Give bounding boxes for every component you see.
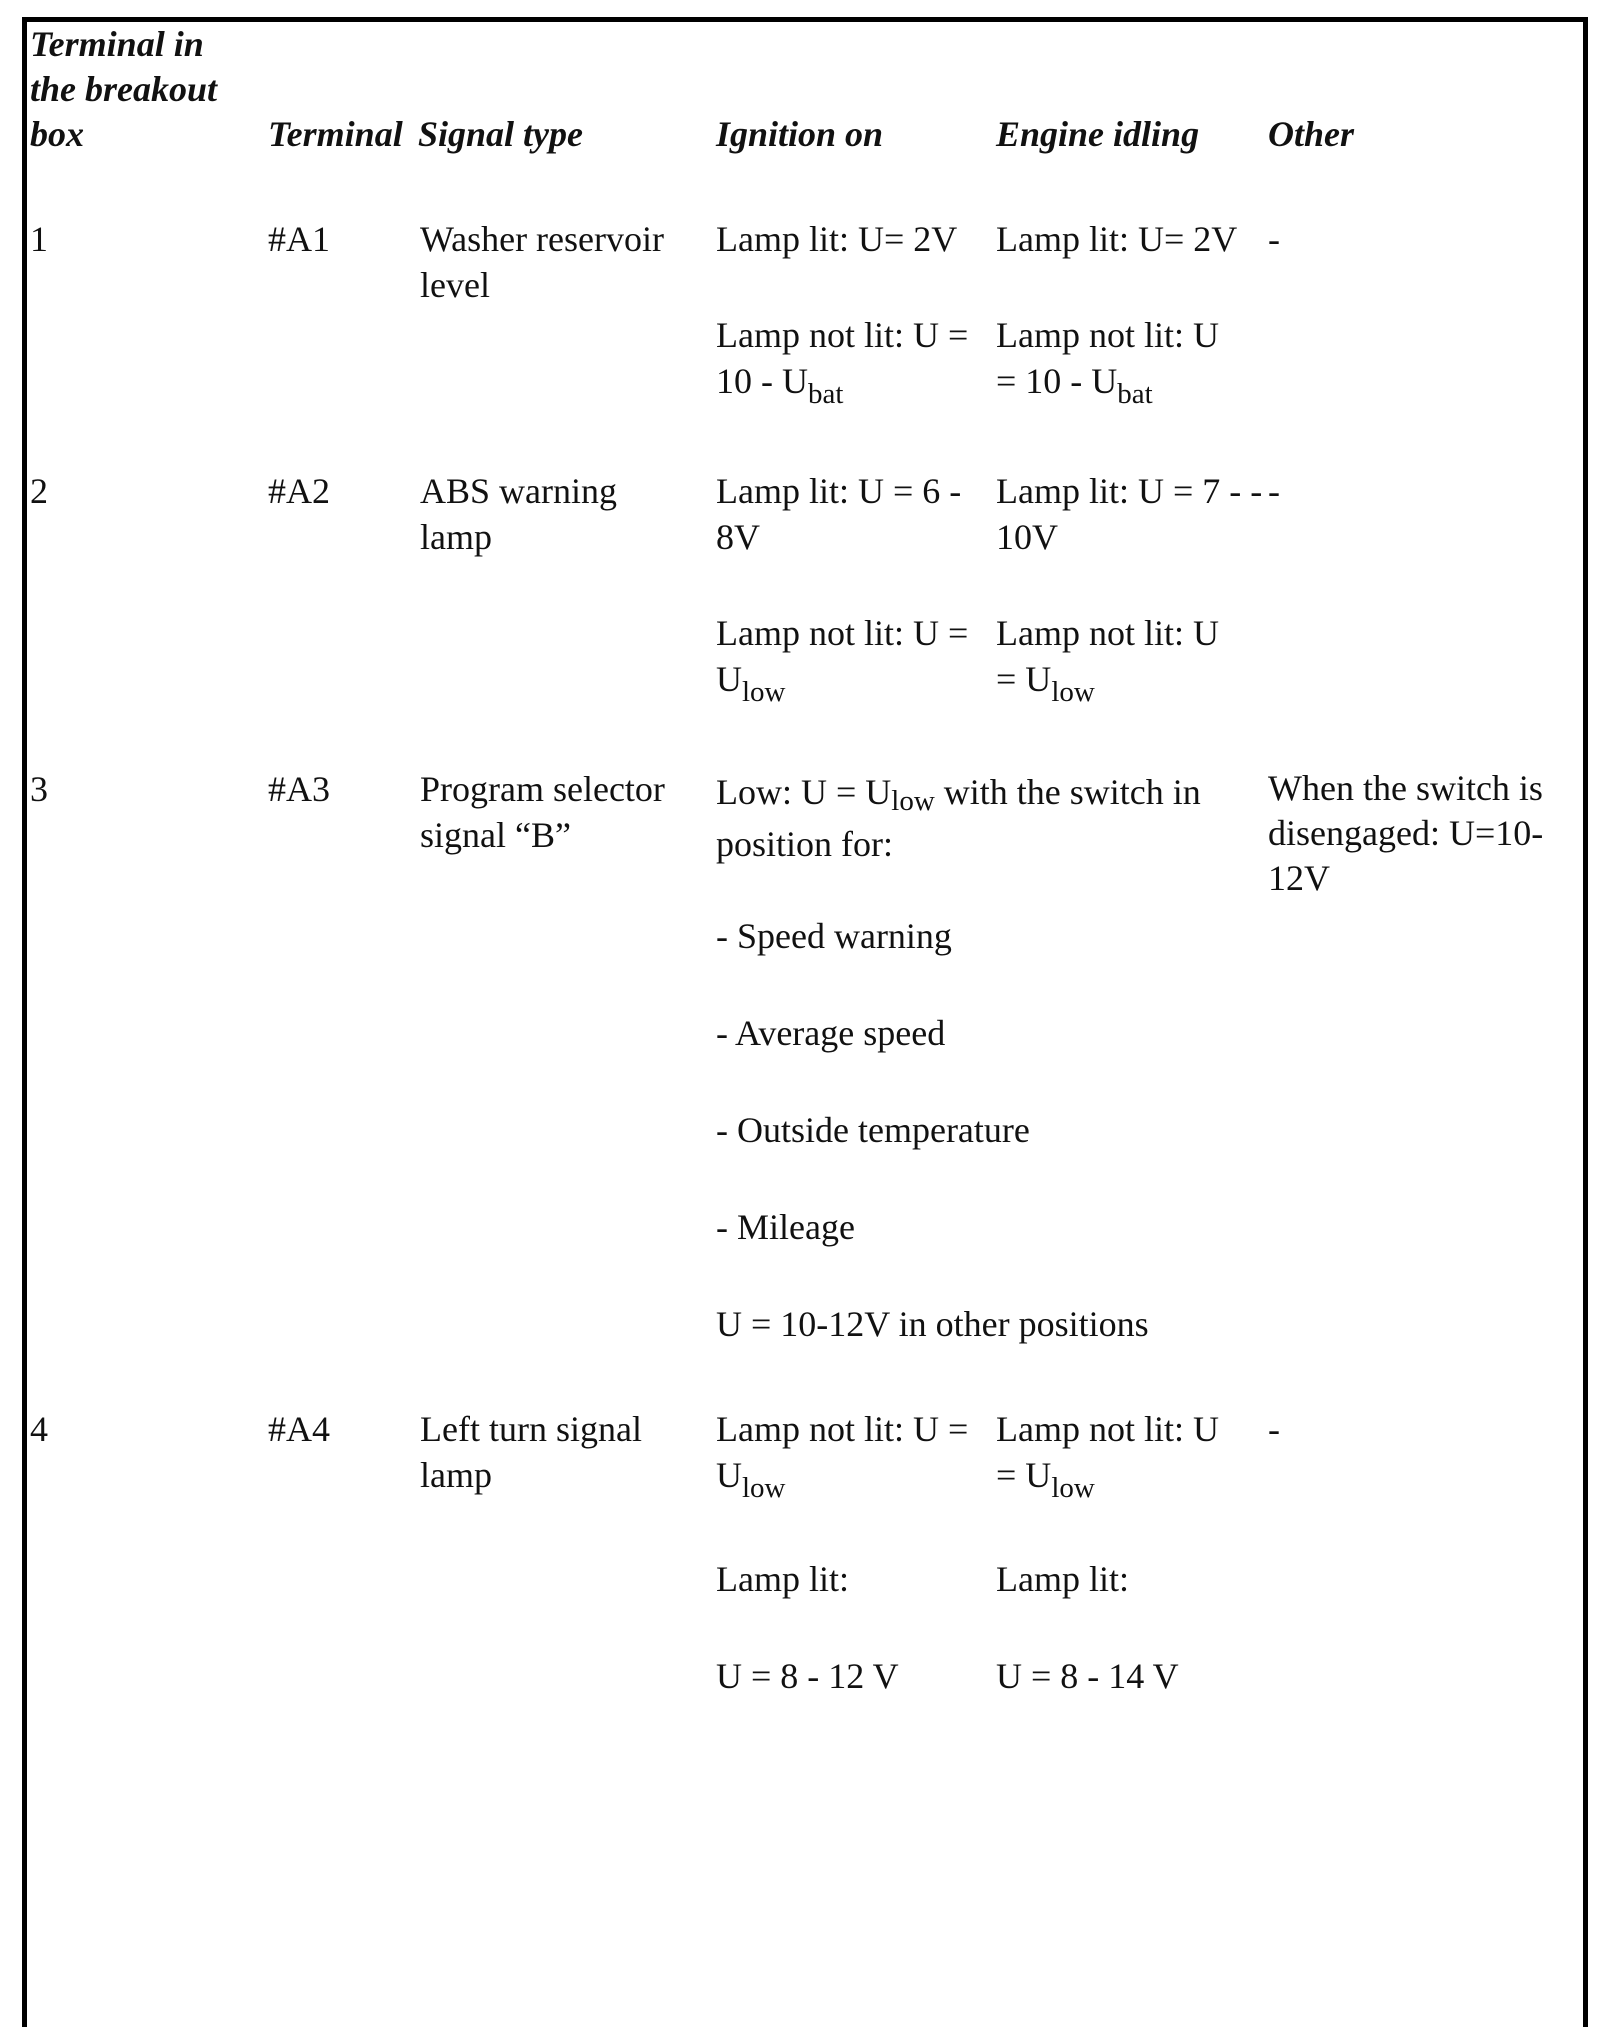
row4-ignition-notlit-line2 [716,1452,968,1504]
row1-box: 1 [30,219,48,259]
row4-other: - [1268,1409,1280,1449]
row3-item-average-speed: - Average speed [716,1013,946,1053]
row1-ignition-lit: Lamp lit: U= 2V [716,219,958,259]
row4-ignition-notlit-value: U [716,1455,742,1495]
row3-signal-line2: signal “B” [420,815,571,855]
row2-signal-line2: lamp [420,517,492,557]
row4-ignition-notlit-sub: low [742,1472,786,1504]
row4-terminal: #A4 [268,1409,330,1449]
row3-signal-line1: Program selector [420,769,665,809]
header-other: Other [1268,114,1355,154]
header-ignition-on: Ignition on [716,114,884,154]
row2-signal-type [420,468,617,560]
header-terminal: Terminal [268,114,403,154]
row3-terminal: #A3 [268,769,330,809]
row4-idling-notlit [996,1406,1219,1504]
row2-ignition-notlit [716,610,969,708]
row4-ignition-lit: Lamp lit: [716,1559,849,1599]
row4-ignition-notlit [716,1406,969,1504]
row2-idling-notlit-value: = U [996,659,1052,699]
row1-idling-notlit [996,312,1219,410]
row2-idling-lit [996,468,1262,560]
row1-idling-notlit-line2 [996,358,1219,410]
row1-ignition-notlit-value: 10 - U [716,361,808,401]
row3-other-line2: disengaged: U=10- [1268,813,1544,853]
row1-idling-notlit-value: = 10 - U [996,361,1118,401]
row4-idling-notlit-line2 [996,1452,1219,1504]
row2-idling-notlit-line1: Lamp not lit: U [996,613,1219,653]
row2-idling-notlit [996,610,1219,708]
row2-box: 2 [30,471,48,511]
row1-ignition-notlit-line2 [716,358,968,410]
row1-ignition-notlit [716,312,969,410]
row4-idling-lit: Lamp lit: [996,1559,1129,1599]
row4-ignition-notlit-line1: Lamp not lit: U = [716,1409,969,1449]
row4-idling-notlit-value: = U [996,1455,1052,1495]
row2-ignition-lit-line1: Lamp lit: U = 6 - [716,471,962,511]
row3-other-positions: U = 10-12V in other positions [716,1304,1149,1344]
row3-ignition-low-line2: position for: [716,824,893,864]
row3-ignition-low [716,766,1201,870]
row3-other-line1: When the switch is [1268,768,1543,808]
row2-ignition-notlit-line1: Lamp not lit: U = [716,613,969,653]
header-breakout-line2: the breakout [30,69,218,109]
row4-idling-lit-value: U = 8 - 14 V [996,1656,1179,1696]
row3-box: 3 [30,769,48,809]
row2-ignition-notlit-sub: low [742,676,786,708]
row2-signal-line1: ABS warning [420,471,617,511]
row1-signal-line2: level [420,265,490,305]
row4-ignition-lit-value: U = 8 - 12 V [716,1656,899,1696]
row3-item-outside-temperature: - Outside temperature [716,1110,1030,1150]
row1-signal-type [420,216,664,308]
row3-ignition-low-sub: low [891,785,935,817]
row3-item-mileage: - Mileage [716,1207,855,1247]
row3-item-speed-warning: - Speed warning [716,916,952,956]
row3-signal-type [420,766,665,858]
row2-idling-notlit-sub: low [1051,676,1095,708]
row2-terminal: #A2 [268,471,330,511]
row1-idling-lit: Lamp lit: U= 2V [996,219,1238,259]
header-breakout-line1: Terminal in [30,24,204,64]
row3-other-line3: 12V [1268,858,1330,898]
header-signal-type: Signal type [418,114,584,154]
row1-ignition-notlit-sub: bat [808,378,844,410]
row3-other [1268,766,1543,901]
row1-terminal: #A1 [268,219,330,259]
row1-other: - [1268,219,1280,259]
row1-idling-notlit-sub: bat [1117,378,1153,410]
row2-idling-notlit-line2 [996,656,1219,708]
row2-idling-lit-line2: 10V [996,517,1058,557]
row3-ignition-low-prefix: Low: U = U [716,772,892,812]
row1-signal-line1: Washer reservoir [420,219,664,259]
header-breakout-box [30,22,217,157]
row4-box: 4 [30,1409,48,1449]
row3-ignition-low-suffix: with the switch in [934,772,1201,812]
header-engine-idling: Engine idling [996,114,1200,154]
row3-ignition-low-line1 [716,766,1201,818]
row4-signal-line2: lamp [420,1455,492,1495]
row4-signal-line1: Left turn signal [420,1409,642,1449]
header-breakout-line3: box [30,114,84,154]
row2-ignition-notlit-line2 [716,656,968,708]
row4-idling-notlit-line1: Lamp not lit: U [996,1409,1219,1449]
row1-idling-notlit-line1: Lamp not lit: U [996,315,1219,355]
row4-signal-type [420,1406,642,1498]
row2-ignition-lit-line2: 8V [716,517,760,557]
row2-idling-lit-line1: Lamp lit: U = 7 - - [996,471,1263,511]
row2-other: - [1268,471,1280,511]
row4-idling-notlit-sub: low [1051,1472,1095,1504]
row2-ignition-notlit-value: U [716,659,742,699]
row1-ignition-notlit-line1: Lamp not lit: U = [716,315,969,355]
row2-ignition-lit [716,468,961,560]
